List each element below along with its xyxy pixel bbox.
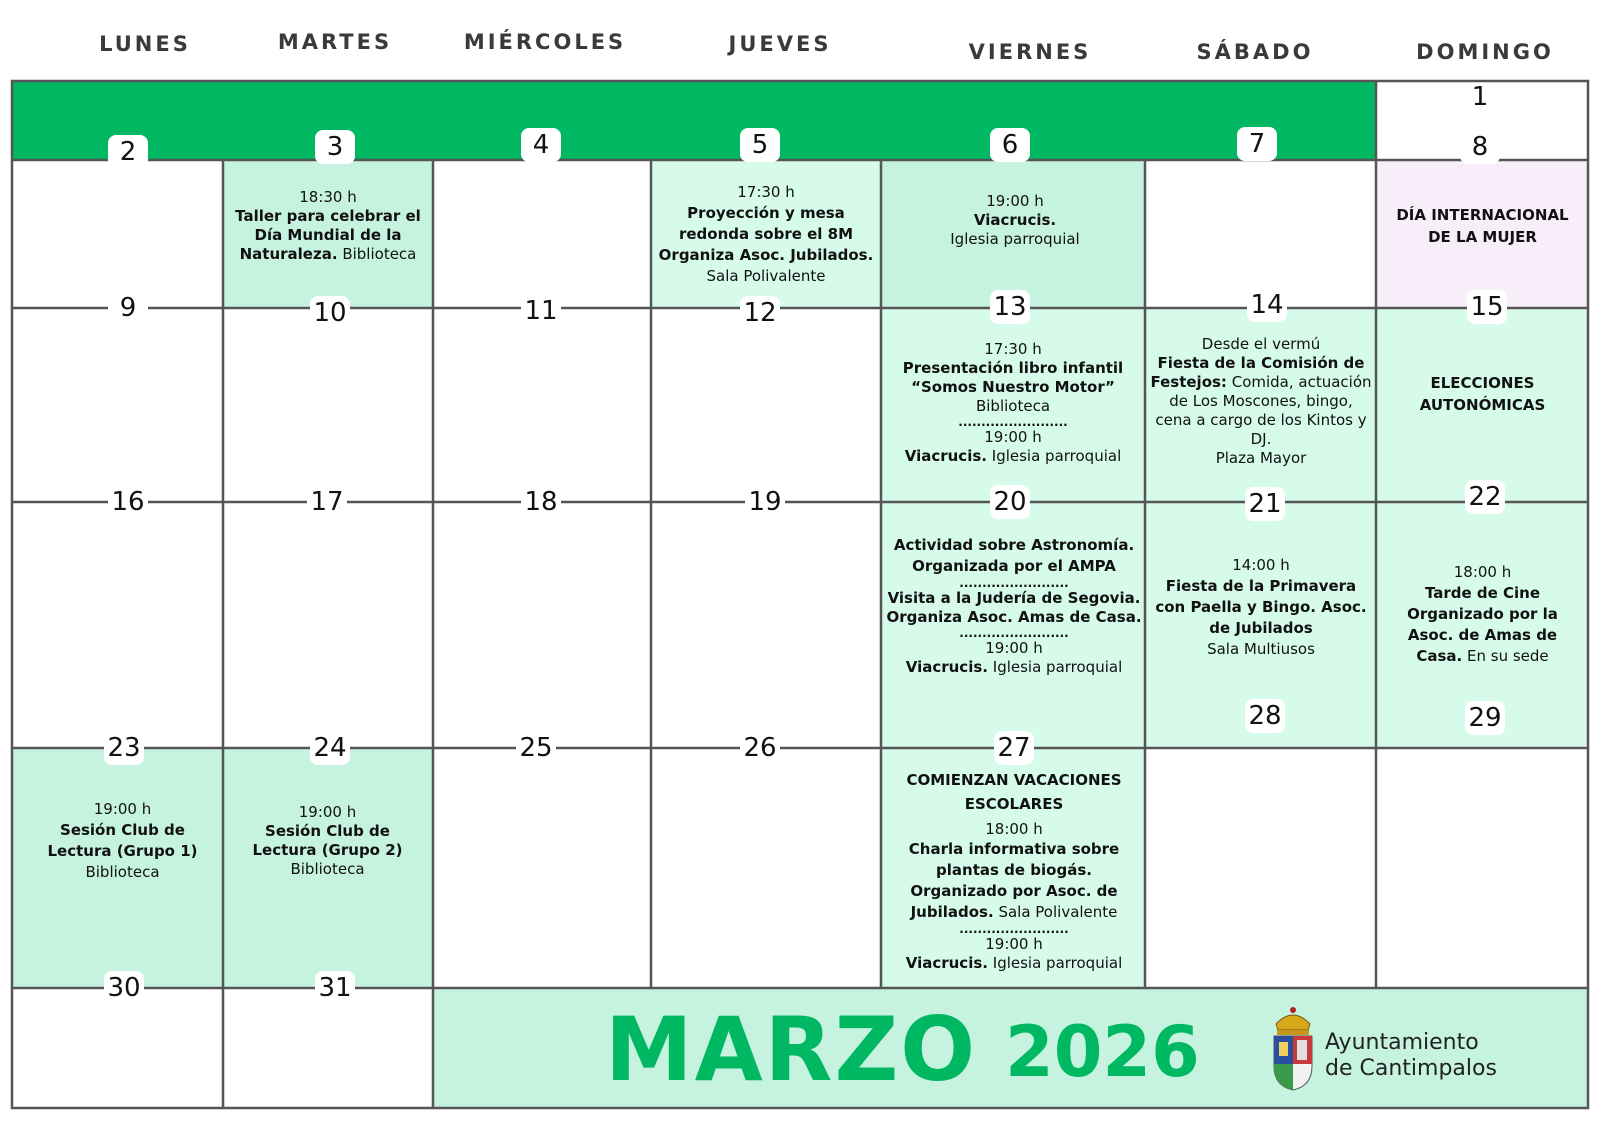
event-place: En su sede xyxy=(1467,647,1549,665)
event-time: 19:00 h xyxy=(93,800,152,818)
weekday-domingo: DOMINGO xyxy=(1416,40,1554,64)
event-title-bold: Viacrucis. xyxy=(905,954,988,972)
day-number: 3 xyxy=(315,130,355,164)
event-time: 19:00 h xyxy=(985,639,1043,657)
event-place: Iglesia parroquial xyxy=(992,658,1123,676)
separator: ........................ xyxy=(958,415,1068,429)
day-number: 29 xyxy=(1465,701,1505,735)
day-number: 14 xyxy=(1247,288,1287,322)
weekday-miercoles: MIÉRCOLES xyxy=(463,30,627,54)
event-5 xyxy=(653,182,879,287)
day-number: 7 xyxy=(1237,127,1277,161)
event-desc: Comida, actuación de Los Moscones, bingo, cena a cargo de los Kintos y DJ. xyxy=(1155,373,1372,448)
event-title xyxy=(886,954,1142,973)
day-number: 4 xyxy=(521,128,561,162)
event-24 xyxy=(245,803,410,879)
event-title: COMIENZAN VACACIONES ESCOLARES xyxy=(906,771,1122,813)
event-title: Proyección y mesa redonda sobre el 8M Organiza Asoc. Jubilados. xyxy=(658,204,874,264)
day-number: 5 xyxy=(740,128,780,162)
event-place: Biblioteca xyxy=(85,863,160,881)
event-title-bold: Viacrucis. xyxy=(904,447,987,465)
day-number: 17 xyxy=(307,485,347,519)
event-20 xyxy=(886,535,1142,677)
event-time: 19:00 h xyxy=(984,428,1042,446)
event-14 xyxy=(1150,335,1372,468)
event-title: Fiesta de la Primavera con Paella y Bingo. Asoc. de Jubilados xyxy=(1155,577,1367,637)
day-number: 25 xyxy=(516,731,556,765)
day-number: 30 xyxy=(104,971,144,1005)
event-time: 18:00 h xyxy=(985,820,1043,838)
day-number: 2 xyxy=(108,135,148,169)
separator: ........................ xyxy=(959,626,1069,640)
event-time: 17:30 h xyxy=(984,340,1042,358)
coat-of-arms-logo xyxy=(1268,1004,1318,1094)
event-time: 18:00 h xyxy=(1453,563,1512,581)
day-number: 8 xyxy=(1460,130,1500,164)
day-number: 9 xyxy=(108,291,148,325)
day-number: 12 xyxy=(740,296,780,330)
event-title: Actividad sobre Astronomía. Organizada por el AMPA xyxy=(893,536,1135,575)
event-time: 14:00 h xyxy=(1232,556,1290,574)
event-place: Plaza Mayor xyxy=(1215,449,1307,467)
event-time: 17:30 h xyxy=(737,183,795,201)
day-number: 24 xyxy=(310,731,350,765)
event-place: Iglesia parroquial xyxy=(992,954,1123,972)
weekday-lunes: LUNES xyxy=(99,32,191,56)
day-number: 10 xyxy=(310,296,350,330)
day-number: 19 xyxy=(745,485,785,519)
year-title: 2026 xyxy=(1005,1011,1200,1093)
event-6 xyxy=(890,192,1140,249)
event-place: Biblioteca xyxy=(290,860,365,878)
event-8: DÍA INTERNACIONAL DE LA MUJER xyxy=(1396,206,1569,246)
separator: ........................ xyxy=(959,922,1069,936)
event-time: 19:00 h xyxy=(986,192,1044,210)
event-pre: Desde el vermú xyxy=(1201,335,1321,353)
event-place: Sala Polivalente xyxy=(706,267,826,285)
day-number: 22 xyxy=(1465,480,1505,514)
event-place: Iglesia parroquial xyxy=(991,447,1122,465)
day-number: 21 xyxy=(1245,487,1285,521)
org-name-line1: Ayuntamiento xyxy=(1325,1030,1479,1055)
day-number: 27 xyxy=(994,731,1034,765)
day-number: 28 xyxy=(1245,699,1285,733)
event-title xyxy=(886,658,1142,677)
day-number: 1 xyxy=(1471,82,1489,112)
weekday-martes: MARTES xyxy=(277,30,393,54)
event-title xyxy=(886,839,1142,923)
event-time: 19:00 h xyxy=(298,803,357,821)
event-15: ELECCIONES AUTONÓMICAS xyxy=(1419,374,1546,414)
org-name-line2: de Cantimpalos xyxy=(1325,1056,1497,1081)
event-place: Sala Polivalente xyxy=(998,903,1118,921)
event-23 xyxy=(40,799,205,883)
event-title: Sesión Club de Lectura (Grupo 2) xyxy=(252,822,403,859)
day-number: 31 xyxy=(315,971,355,1005)
event-title: Fiesta de la Comisión de Festejos: xyxy=(1150,354,1365,391)
event-time: 18:30 h xyxy=(299,188,357,206)
event-title: Sesión Club de Lectura (Grupo 1) xyxy=(47,821,198,860)
day-number: 18 xyxy=(521,485,561,519)
day-number: 11 xyxy=(521,294,561,328)
day-number: 13 xyxy=(990,290,1030,324)
event-3 xyxy=(228,188,428,264)
event-title-bold: Viacrucis. xyxy=(905,658,988,676)
event-title: Presentación libro infantil “Somos Nuestro Motor” xyxy=(902,359,1124,396)
event-title xyxy=(884,447,1142,466)
event-title-bold: Charla informativa sobre plantas de biogás. Organizado por Asoc. de Jubilados. xyxy=(908,840,1120,921)
event-22 xyxy=(1390,562,1575,667)
event-place: Iglesia parroquial xyxy=(950,230,1080,248)
event-time: 19:00 h xyxy=(985,935,1043,953)
event-27 xyxy=(886,768,1142,973)
month-title: MARZO xyxy=(605,998,978,1101)
event-title: Viacrucis. xyxy=(973,211,1057,229)
day-number: 26 xyxy=(740,731,780,765)
event-place: Biblioteca xyxy=(342,245,417,263)
separator: ........................ xyxy=(959,576,1069,590)
day-number: 20 xyxy=(990,485,1030,519)
event-place: Biblioteca xyxy=(975,397,1051,415)
day-number: 6 xyxy=(990,128,1030,162)
event-21 xyxy=(1152,555,1370,660)
event-13 xyxy=(884,340,1142,466)
weekday-sabado: SÁBADO xyxy=(1196,40,1314,64)
day-number: 23 xyxy=(104,731,144,765)
event-title: Taller para celebrar el Día Mundial de la Naturaleza. xyxy=(235,207,421,263)
weekday-jueves: JUEVES xyxy=(728,32,832,56)
weekday-viernes: VIERNES xyxy=(968,40,1092,64)
event-title: Tarde de Cine Organizado por la Asoc. de Amas de Casa. xyxy=(1407,584,1558,665)
day-number: 16 xyxy=(108,485,148,519)
day-number: 15 xyxy=(1467,290,1507,324)
event-place: Sala Multiusos xyxy=(1207,640,1315,658)
event-title: Visita a la Judería de Segovia. Organiza Asoc. Amas de Casa. xyxy=(886,589,1142,626)
